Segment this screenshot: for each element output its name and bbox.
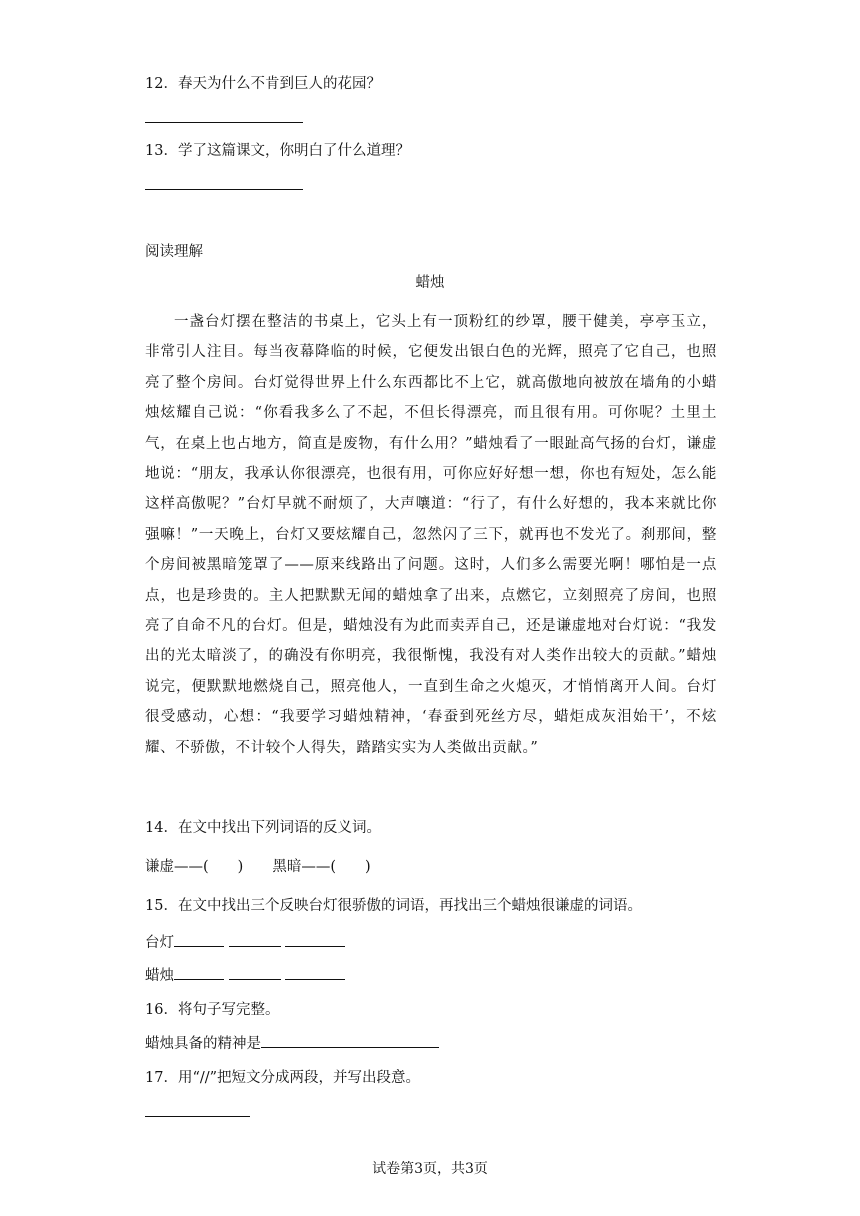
question-12-text: 12．春天为什么不肯到巨人的花园？ [145,76,381,92]
candle-blank-1[interactable] [174,965,224,980]
candle-label: 蜡烛 [145,968,174,984]
question-16-text: 16．将句子写完整。 [145,1002,280,1018]
answer-line-17[interactable] [145,1102,250,1123]
section-heading: 阅读理解 [145,244,203,260]
question-15-text: 15．在文中找出三个反映台灯很骄傲的词语，再找出三个蜡烛很谦虚的词语。 [145,898,642,914]
candle-blank-3[interactable] [285,965,345,980]
lamp-blank-3[interactable] [285,932,345,947]
lamp-blank-1[interactable] [174,932,224,947]
question-12 [145,74,381,94]
question-15-lamp-row[interactable] [145,932,345,953]
question-16 [145,1000,279,1020]
answer-line-13[interactable] [145,175,303,196]
question-14-text: 14．在文中找出下列词语的反义词。 [145,820,381,836]
lamp-blank-2[interactable] [229,932,281,947]
question-13 [145,141,410,161]
question-15-candle-row[interactable] [145,965,345,986]
question-16-row[interactable] [145,1033,439,1054]
page-footer: 试卷第3页，共3页 [372,1161,488,1177]
question-13-text: 13．学了这篇课文，你明白了什么道理？ [145,143,410,159]
question-14-items-text: 谦虚——( ) 黑暗——( ) [145,859,371,875]
passage-body: 一盏台灯摆在整洁的书桌上，它头上有一顶粉红的纱罩，腰干健美，亭亭玉立，非常引人注目。每当夜幕降临的时候，它便发出银白色的光辉，照亮了它自己，也照亮了整个房间。台灯觉得世界上什么东西都比不上它，就高傲地向被放在墙角的小蜡烛炫耀自己说：“你看我多么了不起，不但长得漂亮，而且很有用。可你呢？土里土气，在桌上也占地方，简直是废物，有什么用？”蜡烛看了一眼趾高气扬的台灯，谦虚地说：“朋友，我承认你很漂亮，也很有用，可你应好好想一想，你也有短处，怎么能这样高傲呢？”台灯早就不耐烦了，大声嚷道：“行了，有什么好想的，我本来就比你强嘛！”一天晚上，台灯又要炫耀自己，忽然闪了三下，就再也不发光了。刹那间，整个房间被黑暗笼罩了——原来线路出了问题。这时，人们多么需要光啊！哪怕是一点点，也是珍贵的。主人把默默无闻的蜡烛拿了出来，点燃它，立刻照亮了房间，也照亮了自命不凡的台灯。但是，蜡烛没有为此而卖弄自己，还是谦虚地对台灯说：“我发出的光太暗淡了，的确没有你明亮，我很惭愧，我没有对人类作出较大的贡献。”蜡烛说完，便默默地燃烧自己，照亮他人，一直到生命之火熄灭，才悄悄离开人间。台灯很受感动，心想：“我要学习蜡烛精神，‘春蚕到死丝方尽，蜡炬成灰泪始干’，不炫耀、不骄傲，不计较个人得失，踏踏实实为人类做出贡献。” [145,314,717,756]
question-14 [145,818,381,838]
passage-title: 蜡烛 [415,275,445,291]
lamp-label: 台灯 [145,935,174,951]
question-14-items[interactable] [145,857,371,877]
question-16-blank[interactable] [261,1033,439,1048]
question-16-prompt: 蜡烛具备的精神是 [145,1036,261,1052]
question-15 [145,896,642,916]
answer-line-12[interactable] [145,108,303,129]
question-17-text: 17．用“//”把短文分成两段，并写出段意。 [145,1070,421,1086]
question-17 [145,1068,420,1088]
candle-blank-2[interactable] [229,965,281,980]
